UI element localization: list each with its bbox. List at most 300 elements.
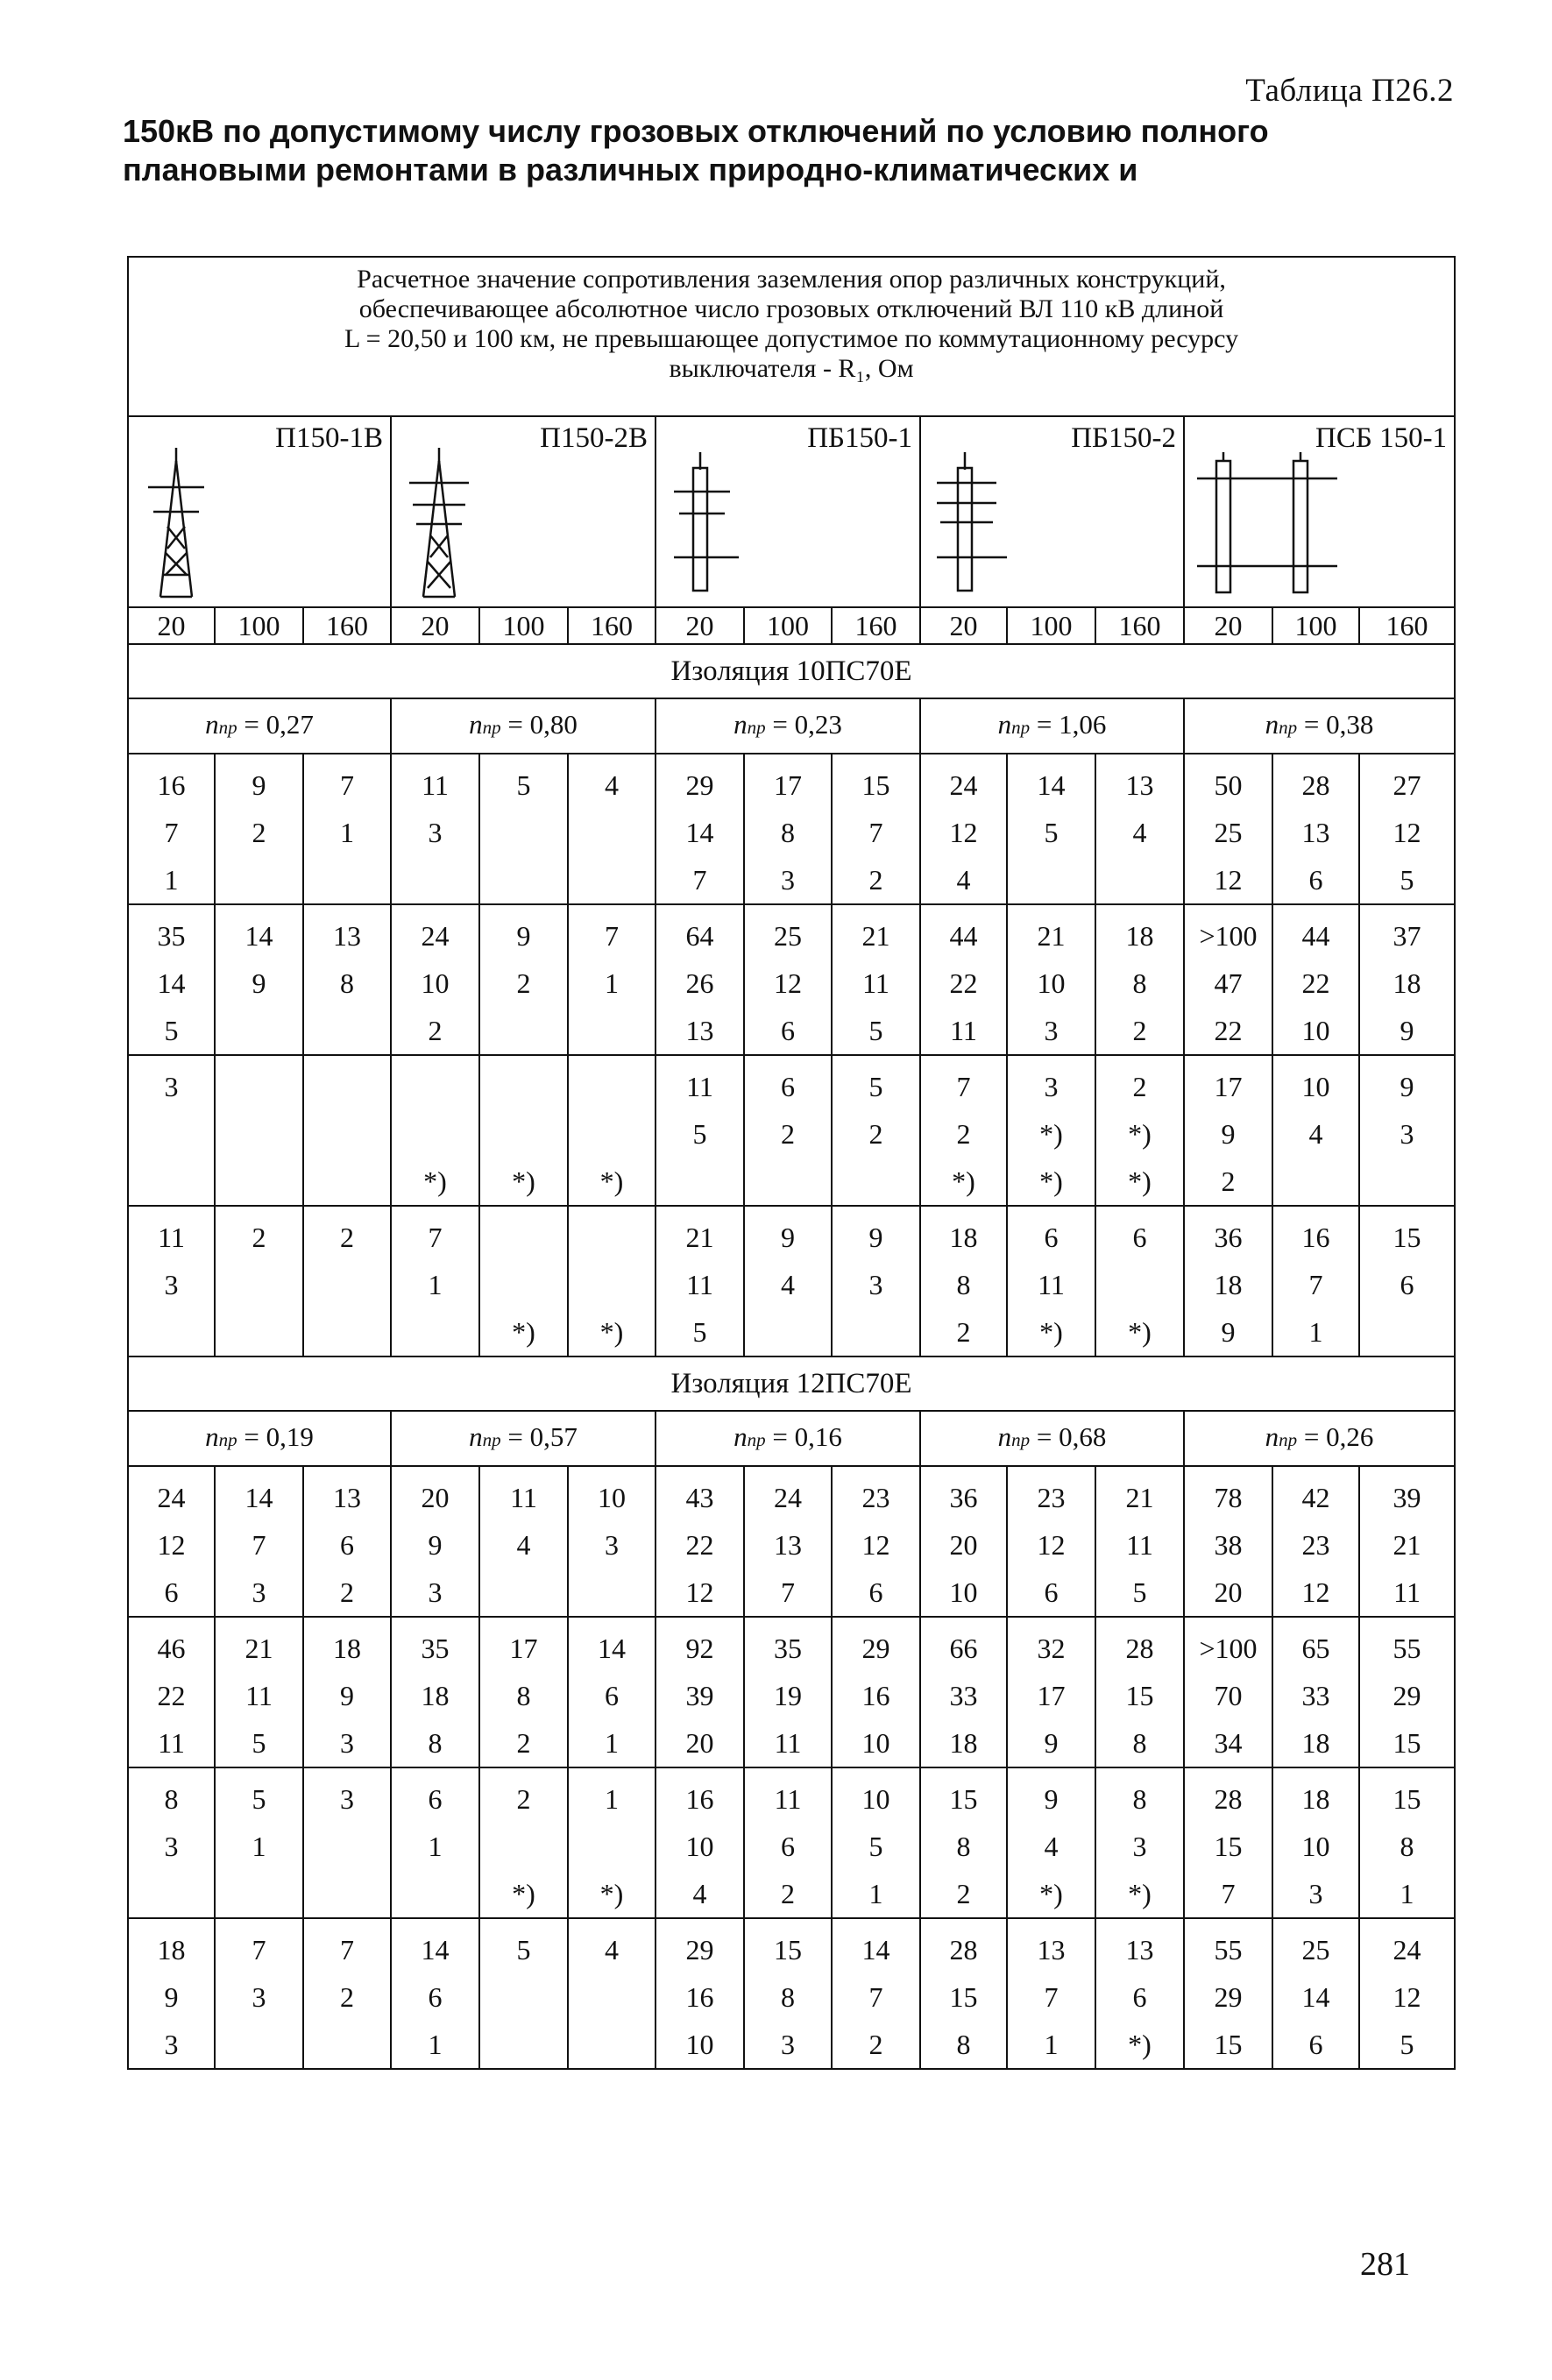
value-cell xyxy=(1184,1617,1272,1767)
cell-value: 3 xyxy=(340,1727,354,1759)
cell-value: 15 xyxy=(774,1934,802,1966)
cell-value: 36 xyxy=(949,1482,978,1513)
cell-value: 9 xyxy=(1044,1727,1059,1759)
n-value: = 0,23 xyxy=(772,709,842,740)
value-cell xyxy=(1359,754,1455,904)
cell-value: 15 xyxy=(861,769,890,801)
cell-value: 14 xyxy=(685,817,714,848)
cell-value: 3 xyxy=(252,1981,266,2013)
cell-value: 6 xyxy=(428,1981,443,2013)
cell-value: 18 xyxy=(949,1727,978,1759)
value-cell xyxy=(479,754,568,904)
cell-value: 9 xyxy=(781,1222,795,1253)
value-cell xyxy=(1184,754,1272,904)
cell-value: 1 xyxy=(164,864,179,896)
n-subscript: пр xyxy=(1011,1429,1031,1450)
n-symbol: n xyxy=(469,709,483,740)
cell-value: 6 xyxy=(868,1576,883,1608)
cell-value xyxy=(569,1973,655,2021)
value-cell xyxy=(479,1466,568,1617)
n-value-cell xyxy=(1184,1411,1455,1466)
cell-value: 6 xyxy=(340,1529,354,1561)
value-cell xyxy=(215,1466,303,1617)
cell-value: 5 xyxy=(868,1015,883,1046)
value-cell xyxy=(1007,1206,1095,1356)
table-caption xyxy=(128,257,1455,416)
cell-value: 8 xyxy=(781,817,795,848)
cell-value xyxy=(304,1007,390,1054)
cell-value: 9 xyxy=(252,967,266,999)
cell-value xyxy=(745,1158,831,1205)
length-header-cell: 160 xyxy=(568,607,656,644)
tower-type-label: ПБ150-1 xyxy=(807,422,912,454)
cell-value: 35 xyxy=(421,1633,450,1664)
value-cell xyxy=(832,1767,920,1918)
cell-value: 4 xyxy=(605,1934,619,1966)
cell-value: 6 xyxy=(1044,1222,1059,1253)
cell-value: 2 xyxy=(781,1118,795,1150)
cell-value: 2 xyxy=(1221,1165,1236,1197)
caption-line: выключателя - R₁, Ом xyxy=(669,354,914,383)
n-symbol: n xyxy=(997,709,1012,740)
cell-value: 25 xyxy=(774,920,802,952)
cell-value: 17 xyxy=(1037,1680,1066,1711)
cell-value: 14 xyxy=(598,1633,626,1664)
cell-value: *) xyxy=(512,1316,535,1348)
cell-value: 2 xyxy=(516,1727,531,1759)
cell-value xyxy=(129,1870,214,1917)
cell-value: 16 xyxy=(685,1981,714,2013)
caption-line: обеспечивающее абсолютное число грозовых отключений ВЛ 110 кВ длиной xyxy=(358,294,1224,323)
cell-value: 16 xyxy=(861,1680,890,1711)
value-cell xyxy=(128,1055,215,1206)
n-value: = 1,06 xyxy=(1036,709,1107,740)
value-cell xyxy=(479,1055,568,1206)
n-subscript: пр xyxy=(747,717,766,738)
value-cell xyxy=(391,754,479,904)
value-cell xyxy=(479,904,568,1055)
length-header-cell: 20 xyxy=(656,607,744,644)
value-cell xyxy=(568,1055,656,1206)
length-header-cell: 100 xyxy=(215,607,303,644)
table-row xyxy=(128,904,1455,1055)
cell-value xyxy=(392,1063,478,1110)
cell-value: 35 xyxy=(157,920,186,952)
cell-value: 11 xyxy=(245,1680,273,1711)
value-cell xyxy=(1184,904,1272,1055)
cell-value: 18 xyxy=(1301,1727,1330,1759)
value-cell xyxy=(479,1617,568,1767)
cell-value xyxy=(480,1007,567,1054)
value-cell xyxy=(1359,1767,1455,1918)
cell-value: 1 xyxy=(605,1783,619,1815)
length-header-cell: 100 xyxy=(744,607,832,644)
value-cell xyxy=(920,904,1007,1055)
tower-type-label: ПБ150-2 xyxy=(1071,422,1176,454)
tower-type-cell xyxy=(1184,416,1455,607)
cell-value: 19 xyxy=(774,1680,802,1711)
value-cell xyxy=(1272,1767,1359,1918)
cell-value: 6 xyxy=(428,1783,443,1815)
cell-value: 8 xyxy=(956,1831,971,1862)
cell-value: 12 xyxy=(861,1529,890,1561)
cell-value: 3 xyxy=(252,1576,266,1608)
cell-value: 8 xyxy=(781,1981,795,2013)
value-cell xyxy=(1272,1466,1359,1617)
cell-value: *) xyxy=(1128,2029,1152,2060)
cell-value: 7 xyxy=(692,864,707,896)
value-cell xyxy=(128,1617,215,1767)
value-cell xyxy=(479,1767,568,1918)
cell-value: 5 xyxy=(252,1727,266,1759)
value-cell xyxy=(128,1206,215,1356)
cell-value: 7 xyxy=(164,817,179,848)
cell-value: *) xyxy=(1039,1118,1063,1150)
value-cell xyxy=(568,1206,656,1356)
cell-value xyxy=(745,1308,831,1356)
length-header-cell: 20 xyxy=(1184,607,1272,644)
cell-value: 3 xyxy=(340,1783,354,1815)
cell-value: 29 xyxy=(685,769,714,801)
cell-value: 1 xyxy=(1400,1878,1414,1909)
value-cell xyxy=(832,754,920,904)
cell-value: 18 xyxy=(1393,967,1421,999)
cell-value: *) xyxy=(1128,1118,1152,1150)
cell-value: 26 xyxy=(685,967,714,999)
cell-value: 50 xyxy=(1214,769,1243,801)
cell-value xyxy=(480,1569,567,1616)
cell-value: 7 xyxy=(252,1529,266,1561)
cell-value: 15 xyxy=(949,1783,978,1815)
n-subscript: пр xyxy=(747,1429,766,1450)
cell-value: 27 xyxy=(1393,769,1421,801)
cell-value: 6 xyxy=(1308,864,1323,896)
cell-value: 7 xyxy=(252,1934,266,1966)
cell-value: 29 xyxy=(1393,1680,1421,1711)
length-header-cell: 160 xyxy=(1095,607,1184,644)
cell-value: 5 xyxy=(1400,2029,1414,2060)
cell-value xyxy=(216,1158,302,1205)
cell-value: 4 xyxy=(516,1529,531,1561)
cell-value xyxy=(480,2021,567,2068)
cell-value: 1 xyxy=(340,817,354,848)
value-cell xyxy=(1184,1767,1272,1918)
cell-value: 17 xyxy=(774,769,802,801)
length-header-cell: 20 xyxy=(391,607,479,644)
n-value: = 0,27 xyxy=(244,709,314,740)
cell-value xyxy=(216,1063,302,1110)
value-cell xyxy=(744,904,832,1055)
cell-value: 14 xyxy=(421,1934,450,1966)
value-cell xyxy=(1184,1055,1272,1206)
cell-value: 18 xyxy=(949,1222,978,1253)
value-cell xyxy=(744,1055,832,1206)
cell-value: 7 xyxy=(340,769,354,801)
cell-value: 10 xyxy=(598,1482,626,1513)
cell-value xyxy=(480,1973,567,2021)
cell-value: 21 xyxy=(1125,1482,1154,1513)
value-cell xyxy=(1184,1206,1272,1356)
cell-value: 15 xyxy=(949,1981,978,2013)
cell-value: 38 xyxy=(1214,1529,1243,1561)
cell-value xyxy=(304,1823,390,1870)
value-cell xyxy=(920,754,1007,904)
value-cell xyxy=(303,1206,391,1356)
cell-value: 14 xyxy=(861,1934,890,1966)
cell-value: 36 xyxy=(1214,1222,1243,1253)
value-cell xyxy=(1095,754,1184,904)
cell-value: *) xyxy=(599,1878,624,1909)
n-subscript: пр xyxy=(218,1429,237,1450)
cell-value: 3 xyxy=(164,1269,179,1300)
cell-value xyxy=(1096,1261,1183,1308)
cell-value: 20 xyxy=(1214,1576,1243,1608)
cell-value: *) xyxy=(1039,1165,1063,1197)
cell-value: 1 xyxy=(868,1878,883,1909)
cell-value: 23 xyxy=(861,1482,890,1513)
cell-value: 16 xyxy=(157,769,186,801)
cell-value xyxy=(129,1308,214,1356)
caption-line: Расчетное значение сопротивления заземления опор различных конструкций, xyxy=(357,265,1226,294)
table-row xyxy=(128,1918,1455,2069)
cell-value: 24 xyxy=(421,920,450,952)
cell-value: 6 xyxy=(164,1576,179,1608)
cell-value: 4 xyxy=(1132,817,1147,848)
cell-value: 15 xyxy=(1214,1831,1243,1862)
value-cell xyxy=(128,1918,215,2069)
value-cell xyxy=(568,1466,656,1617)
cell-value: 34 xyxy=(1214,1727,1243,1759)
cell-value: 17 xyxy=(1214,1071,1243,1102)
cell-value: 20 xyxy=(949,1529,978,1561)
cell-value: 5 xyxy=(692,1118,707,1150)
cell-value: 12 xyxy=(1393,1981,1421,2013)
tower-type-cell xyxy=(128,416,391,607)
cell-value xyxy=(569,1007,655,1054)
cell-value: 18 xyxy=(421,1680,450,1711)
value-cell xyxy=(215,1055,303,1206)
cell-value: *) xyxy=(952,1165,975,1197)
cell-value: 1 xyxy=(428,1269,443,1300)
cell-value: 28 xyxy=(1214,1783,1243,1815)
n-subscript: пр xyxy=(1279,717,1298,738)
cell-value xyxy=(1360,1308,1454,1356)
cell-value: 9 xyxy=(1400,1071,1414,1102)
cell-value: 3 xyxy=(605,1529,619,1561)
value-cell xyxy=(1007,904,1095,1055)
value-cell xyxy=(303,904,391,1055)
cell-value: 7 xyxy=(1221,1878,1236,1909)
cell-value: 55 xyxy=(1214,1934,1243,1966)
value-cell xyxy=(391,1206,479,1356)
cell-value: 44 xyxy=(1301,920,1330,952)
n-symbol: n xyxy=(469,1421,483,1452)
cell-value: 11 xyxy=(774,1727,802,1759)
n-value-cell xyxy=(920,698,1184,754)
cell-value: 15 xyxy=(1393,1727,1421,1759)
value-cell xyxy=(832,1055,920,1206)
cell-value xyxy=(216,1261,302,1308)
cell-value: 1 xyxy=(428,1831,443,1862)
n-value-cell xyxy=(656,1411,920,1466)
cell-value: 13 xyxy=(1125,769,1154,801)
cell-value: 13 xyxy=(774,1529,802,1561)
value-cell xyxy=(1272,1206,1359,1356)
cell-value: 2 xyxy=(252,1222,266,1253)
cell-value: 14 xyxy=(1037,769,1066,801)
cell-value: 13 xyxy=(1301,817,1330,848)
cell-value xyxy=(392,856,478,903)
cell-value: 23 xyxy=(1037,1482,1066,1513)
value-cell xyxy=(303,1767,391,1918)
n-value: = 0,16 xyxy=(772,1421,842,1452)
cell-value xyxy=(569,1214,655,1261)
cell-value: 2 xyxy=(956,1316,971,1348)
cell-value: 16 xyxy=(685,1783,714,1815)
cell-value: 5 xyxy=(252,1783,266,1815)
value-cell xyxy=(391,1767,479,1918)
value-cell xyxy=(744,1206,832,1356)
cell-value: 29 xyxy=(685,1934,714,1966)
cell-value: 11 xyxy=(1038,1269,1065,1300)
value-cell xyxy=(215,1918,303,2069)
cell-value: 7 xyxy=(868,1981,883,2013)
cell-value: 17 xyxy=(509,1633,538,1664)
cell-value: 5 xyxy=(692,1316,707,1348)
cell-value: 29 xyxy=(861,1633,890,1664)
value-cell xyxy=(391,1466,479,1617)
cell-value: 1 xyxy=(1044,2029,1059,2060)
cell-value: 32 xyxy=(1037,1633,1066,1664)
cell-value: 35 xyxy=(774,1633,802,1664)
cell-value: 7 xyxy=(428,1222,443,1253)
cell-value: 3 xyxy=(428,817,443,848)
cell-value: 65 xyxy=(1301,1633,1330,1664)
value-cell xyxy=(1272,1617,1359,1767)
cell-value: 7 xyxy=(868,817,883,848)
cell-value: 39 xyxy=(685,1680,714,1711)
cell-value xyxy=(1360,1158,1454,1205)
cell-value: 9 xyxy=(428,1529,443,1561)
cell-value: 3 xyxy=(428,1576,443,1608)
cell-value: 8 xyxy=(340,967,354,999)
n-value-cell xyxy=(391,1411,656,1466)
cell-value: 3 xyxy=(164,1071,179,1102)
cell-value: 2 xyxy=(340,1222,354,1253)
cell-value: 10 xyxy=(685,2029,714,2060)
cell-value: 18 xyxy=(157,1934,186,1966)
value-cell xyxy=(128,1466,215,1617)
cell-value: 2 xyxy=(956,1878,971,1909)
cell-value: 11 xyxy=(510,1482,537,1513)
cell-value: 2 xyxy=(428,1015,443,1046)
table-row xyxy=(128,1466,1455,1617)
cell-value xyxy=(216,1308,302,1356)
value-cell xyxy=(128,1767,215,1918)
cell-value xyxy=(569,1569,655,1616)
n-value: = 0,68 xyxy=(1036,1421,1107,1452)
cell-value: 4 xyxy=(605,769,619,801)
cell-value: 46 xyxy=(157,1633,186,1664)
cell-value: 6 xyxy=(781,1831,795,1862)
cell-value: 8 xyxy=(428,1727,443,1759)
cell-value: 2 xyxy=(1132,1071,1147,1102)
n-subscript: пр xyxy=(482,717,501,738)
cell-value: 6 xyxy=(781,1015,795,1046)
cell-value: 14 xyxy=(244,920,273,952)
cell-value: 66 xyxy=(949,1633,978,1664)
cell-value: 12 xyxy=(949,817,978,848)
value-cell xyxy=(1095,1206,1184,1356)
cell-value: 3 xyxy=(164,1831,179,1862)
cell-value: 4 xyxy=(1308,1118,1323,1150)
value-cell xyxy=(656,1055,744,1206)
cell-value xyxy=(569,1110,655,1158)
cell-value: 10 xyxy=(421,967,450,999)
cell-value: 11 xyxy=(158,1222,185,1253)
cell-value: 2 xyxy=(340,1576,354,1608)
cell-value xyxy=(569,856,655,903)
n-value-cell xyxy=(128,1411,391,1466)
tower-type-cell xyxy=(920,416,1184,607)
value-cell xyxy=(656,1918,744,2069)
cell-value: 2 xyxy=(516,967,531,999)
cell-value: 8 xyxy=(956,1269,971,1300)
cell-value: 8 xyxy=(1400,1831,1414,1862)
cell-value: 2 xyxy=(340,1981,354,2013)
table-row xyxy=(128,1617,1455,1767)
cell-value: 8 xyxy=(1132,967,1147,999)
cell-value xyxy=(304,1308,390,1356)
cell-value: 9 xyxy=(1221,1316,1236,1348)
cell-value: *) xyxy=(599,1316,624,1348)
value-cell xyxy=(832,904,920,1055)
page-number: 281 xyxy=(1360,2246,1410,2283)
cell-value: 24 xyxy=(774,1482,802,1513)
cell-value: 10 xyxy=(949,1576,978,1608)
value-cell xyxy=(1359,1055,1455,1206)
cell-value xyxy=(480,856,567,903)
cell-value: 5 xyxy=(164,1015,179,1046)
cell-value xyxy=(480,809,567,856)
cell-value: 12 xyxy=(1214,864,1243,896)
cell-value: 3 xyxy=(781,864,795,896)
n-symbol: n xyxy=(205,1421,219,1452)
n-value: = 0,57 xyxy=(507,1421,578,1452)
value-cell xyxy=(656,754,744,904)
value-cell xyxy=(1359,904,1455,1055)
value-cell xyxy=(832,1206,920,1356)
heading-line: плановыми ремонтами в различных природно-климатических и xyxy=(123,152,1138,188)
cell-value: 22 xyxy=(685,1529,714,1561)
cell-value: 23 xyxy=(1301,1529,1330,1561)
cell-value: 11 xyxy=(158,1727,185,1759)
cell-value: 9 xyxy=(516,920,531,952)
cell-value: 4 xyxy=(692,1878,707,1909)
value-cell xyxy=(656,1206,744,1356)
value-cell xyxy=(215,1767,303,1918)
cell-value: 22 xyxy=(157,1680,186,1711)
cell-value xyxy=(129,1110,214,1158)
n-value-cell xyxy=(656,698,920,754)
value-cell xyxy=(1007,1617,1095,1767)
value-cell xyxy=(1007,1767,1095,1918)
cell-value: 2 xyxy=(252,817,266,848)
cell-value: 2 xyxy=(868,2029,883,2060)
value-cell xyxy=(744,1918,832,2069)
cell-value: 21 xyxy=(1393,1529,1421,1561)
cell-value: 12 xyxy=(1037,1529,1066,1561)
